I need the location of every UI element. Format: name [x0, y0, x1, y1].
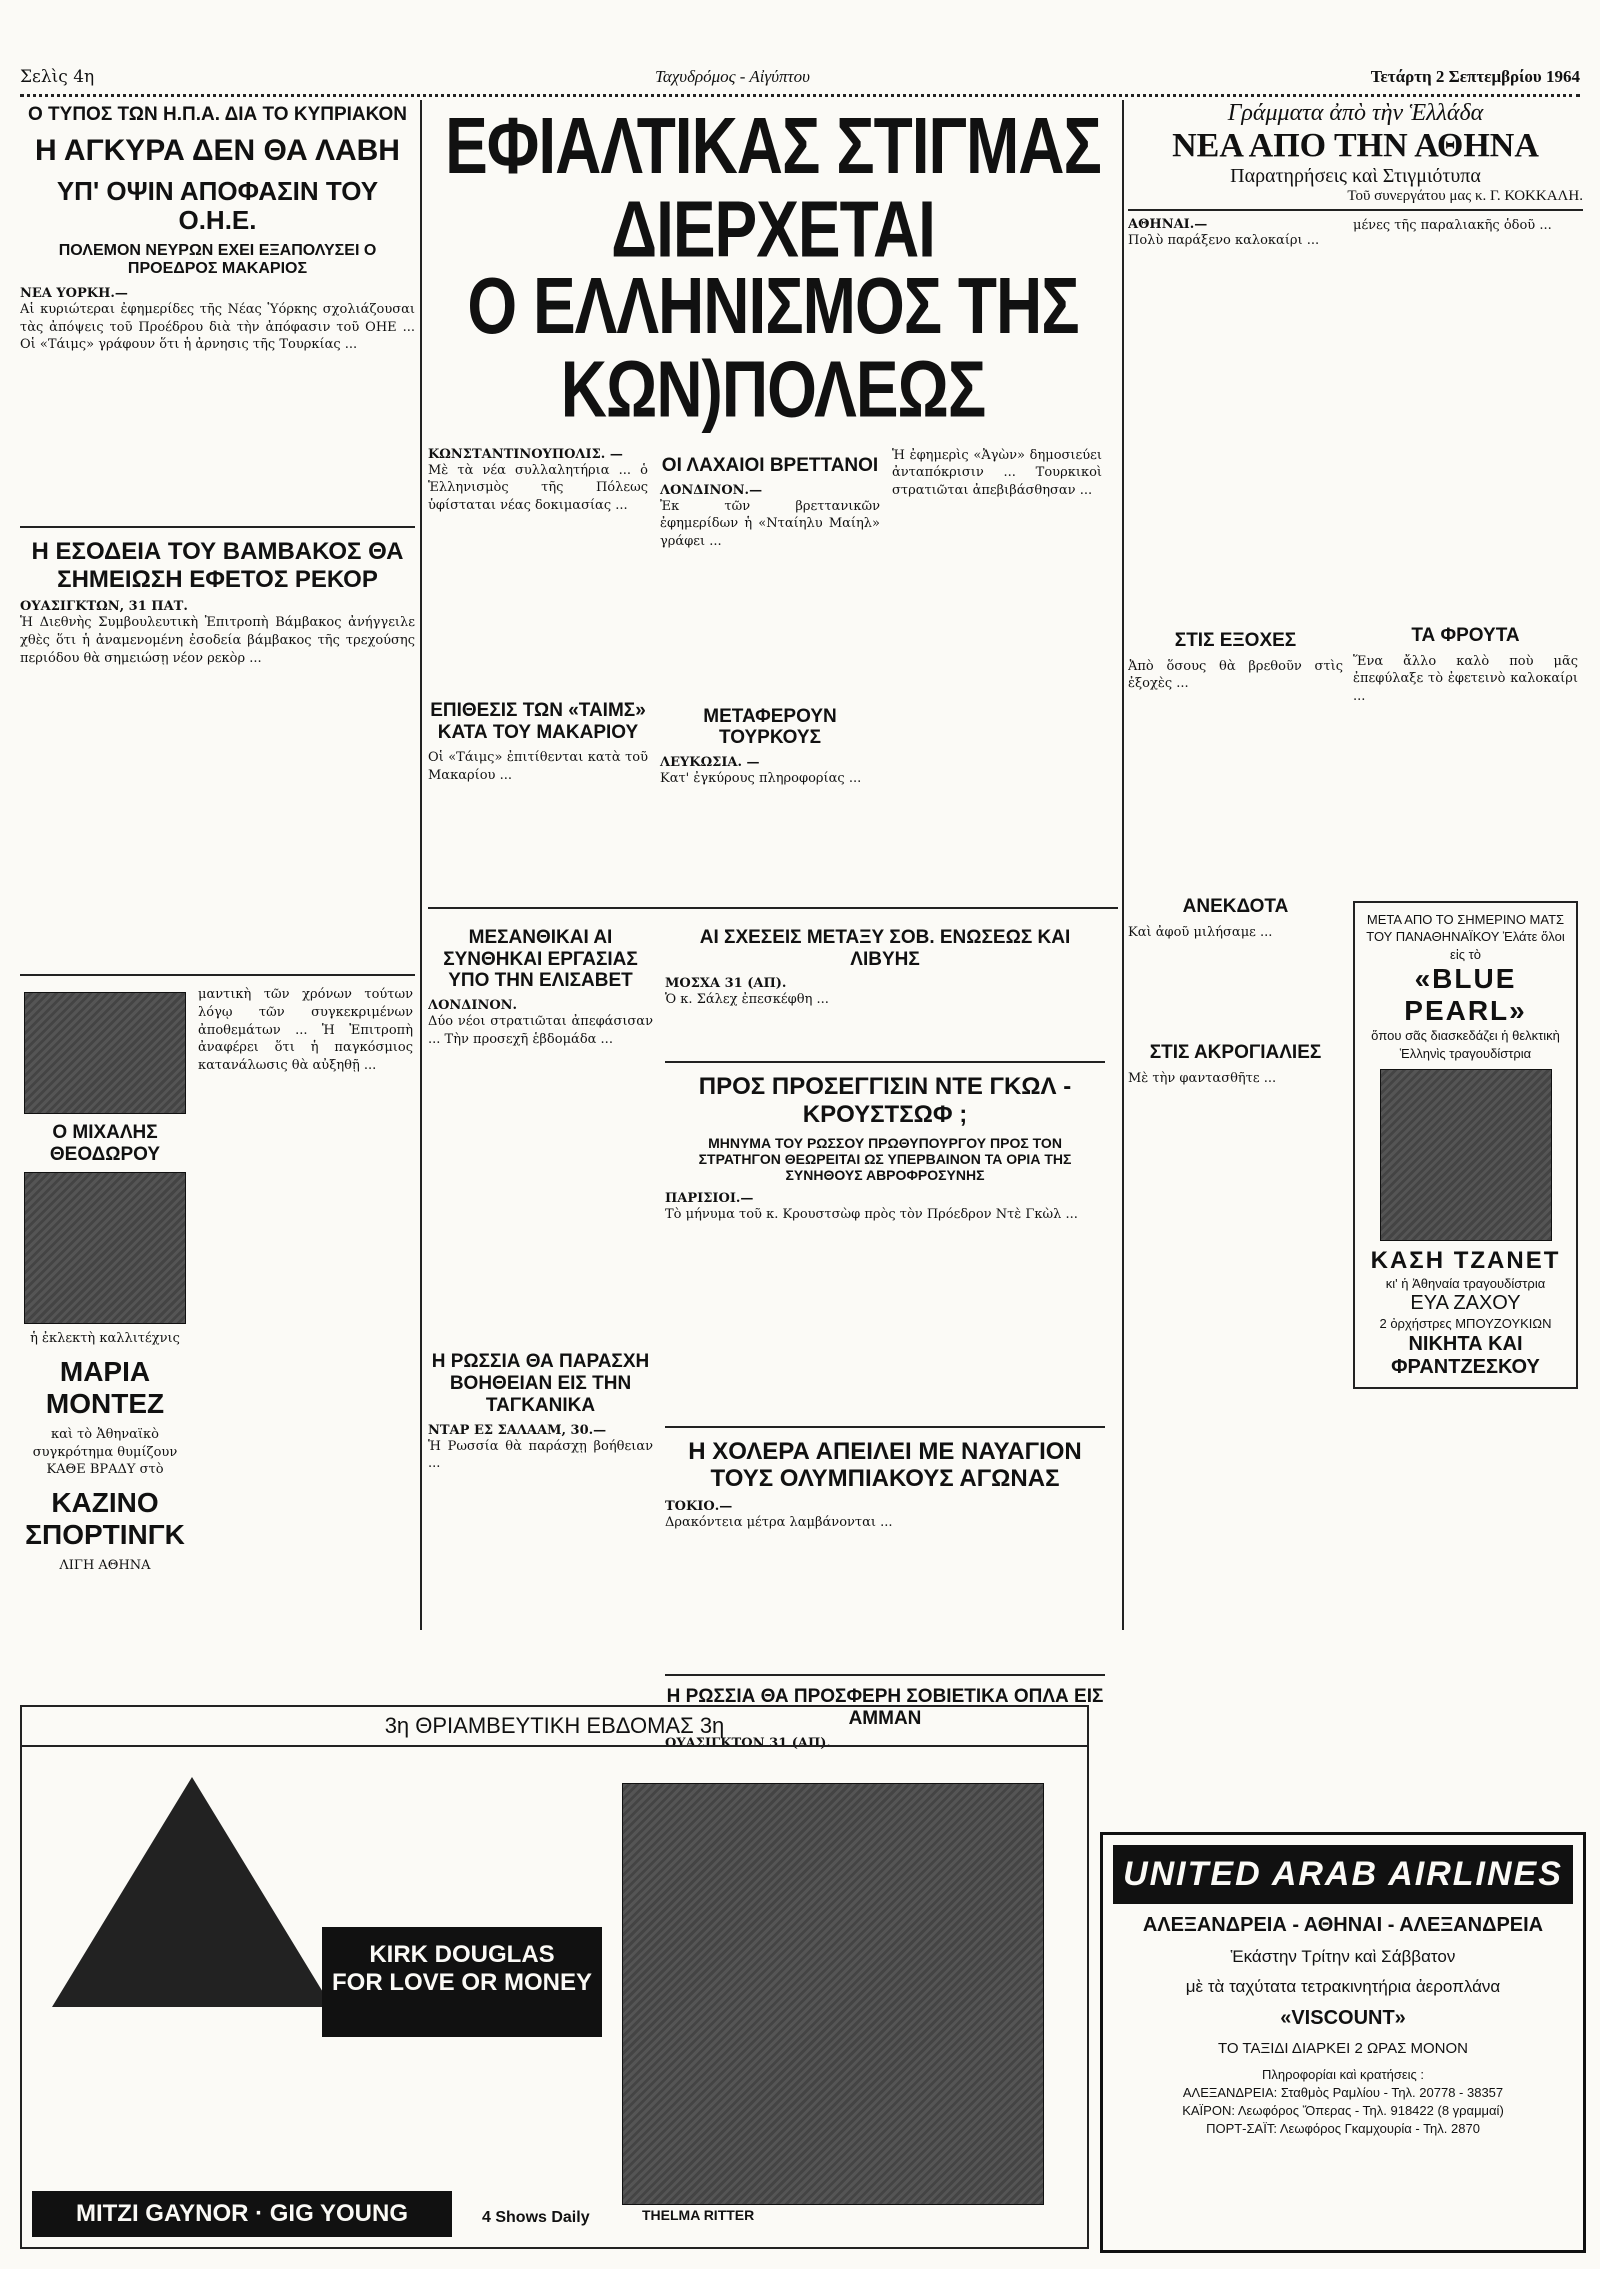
headline: Η ΕΣΟΔΕΙΑ ΤΟΥ ΒΑΜΒΑΚΟΣ ΘΑ ΣΗΜΕΙΩΣΗ ΕΦΕΤΟΣ ΡΕΚΟΡ [31, 538, 404, 593]
dateline: ΝΕΑ ΥΟΡΚΗ.— [20, 286, 128, 302]
dateline: ΝΤΑΡ ΕΣ ΣΑΛΑΑΜ, 30.— [428, 1422, 607, 1438]
dateline: ΟΥΑΣΙΓΚΤΩΝ 31 (ΑΠ). [665, 1735, 831, 1751]
article-body: Ἡ Διεθνὴς Συμβουλευτικὴ Ἐπιτροπὴ Βάμβακος ἀνήγγειλε χθὲς ὅτι ἡ ἀναμενομένη ἐσοδεία βάμβακος τῆς τρεχούσης περιόδου θὰ σημειώσῃ νέον ρεκὸρ ... [20, 615, 415, 666]
headline: Η ΡΩΣΣΙΑ ΘΑ ΠΑΡΑΣΧΗ ΒΟΗΘΕΙΑΝ ΕΙΣ ΤΗΝ ΤΑΓΚΑΝΙΚΑ [431, 1351, 650, 1416]
ad-text: ὅπου σᾶς διασκεδάζει ἡ θελκτικὴ Ἑλληνὶς τραγουδίστρια [1371, 1028, 1560, 1062]
movie-cast: THELMA RITTER [642, 2207, 755, 2223]
ad-name: «BLUE PEARL» [1404, 963, 1527, 1027]
article-body: Δρακόντεια μέτρα λαμβάνονται ... [665, 1514, 893, 1530]
column-rule [420, 100, 422, 1630]
dateline: ΛΟΝΔΙΝΟΝ. [428, 998, 518, 1014]
column-center [428, 100, 1118, 1751]
dateline: ΛΟΝΔΙΝΟΝ.— [660, 482, 763, 498]
ads-row [20, 986, 415, 1746]
airline-address: ΚΑΪΡΟΝ: Λεωφόρος Ὄπερας - Τηλ. 918422 (8 γραμμαί) [1182, 2103, 1504, 2118]
article-body: Τὸ μήνυμα τοῦ κ. Κρουστσὼφ πρὸς τὸν Πρόεδρον Ντὲ Γκὼλ ... [665, 1206, 1078, 1222]
movie-ad [20, 1705, 1089, 2249]
column-right [1128, 100, 1583, 1397]
airline-ad [1100, 1832, 1586, 2253]
article-body: Κατ' ἐγκύρους πληροφορίας ... [660, 771, 862, 787]
dateline: ΠΑΡΙΣΙΟΙ.— [665, 1190, 754, 1206]
section-head: ΣΤΙΣ ΕΞΟΧΕΣ [1174, 630, 1297, 651]
divider [20, 974, 415, 976]
ad-text: κι' ἡ Ἀθηναία τραγουδίστρια [1385, 1275, 1546, 1291]
main-headline: Ο ΕΛΛΗΝΙΣΜΟΣ ΤΗΣ ΚΩΝ)ΠΟΛΕΩΣ [467, 260, 1079, 435]
athens-column-head [1128, 100, 1583, 211]
dateline: ΚΩΝΣΤΑΝΤΙΝΟΥΠΟΛΙΣ. — [428, 446, 623, 462]
airline-info: Πληροφορίαι καὶ κρατήσεις : [1261, 2067, 1425, 2082]
article [1128, 217, 1343, 1397]
article [428, 919, 653, 1751]
singer-photo [24, 1172, 186, 1324]
article [428, 447, 648, 897]
article-body: Πολὺ παράξενο καλοκαίρι ... [1128, 233, 1320, 248]
singer-photo [1380, 1069, 1552, 1241]
movie-title-box [322, 1927, 602, 2037]
kicker: Ο ΤΥΠΟΣ ΤΩΝ Η.Π.Α. ΔΙΑ ΤΟ ΚΥΠΡΙΑΚΟΝ [28, 104, 407, 125]
article [892, 447, 1102, 897]
poster-triangle [52, 1777, 332, 2007]
dateline: ΜΟΣΧΑ 31 (ΑΠ). [665, 976, 787, 992]
dateline: ΛΕΥΚΩΣΙΑ. — [660, 755, 760, 771]
article-body: Ἡ ἐφημερὶς «Ἀγὼν» δημοσιεύει ἀνταπόκρισιν ... Τουρκικοὶ στρατιῶται ἀπεβιβάσθησαν ... [892, 447, 1102, 498]
headline: ΑΙ ΣΧΕΣΕΙΣ ΜΕΤΑΞΥ ΣΟΒ. ΕΝΩΣΕΩΣ ΚΑΙ ΛΙΒΥΗΣ [699, 926, 1071, 970]
ad-intro: ΜΕΤΑ ΑΠΟ ΤΟ ΣΗΜΕΡΙΝΟ ΜΑΤΣ ΤΟΥ ΠΑΝΑΘΗΝΑΪΚΟΥ Ἐλάτε ὅλοι εἰς τὸ [1366, 911, 1565, 962]
singer-photo [24, 992, 186, 1114]
article-body: Αἱ κυριώτεραι ἐφημερίδες τῆς Νέας Ὑόρκης σχολιάζουσαι τὰς ἀπόψεις τοῦ Προέδρου διὰ τὴν ἀπόφασιν τοῦ ΟΗΕ ... Οἱ «Τάιμς» γράφουν ὅτι ἡ ἀρνησις τῆς Τουρκίας ... [20, 302, 415, 353]
article-body: Ἀπὸ ὅσους θὰ βρεθοῦν στὶς ἐξοχὲς ... [1128, 658, 1343, 692]
center-top-row [428, 447, 1118, 897]
ad-name: Ο ΜΙΧΑΛΗΣ ΘΕΟΔΩΡΟΥ [49, 1122, 161, 1166]
article-body: μαντικὴ τῶν χρόνων τούτων λόγῳ τῶν συγκεκριμένων ἀποθεμάτων ... Ἡ Ἐπιτροπὴ ἀναφέρει ὅτι ἡ παγκόσμιος κατανάλωσις θὰ αὐξηθῇ ... [198, 987, 413, 1073]
page-number: Σελὶς 4η [20, 67, 95, 87]
article-body: Ἐκ τῶν βρεττανικῶν ἐφημερίδων ἡ «Νταίηλυ Μαίηλ» γράφει ... [660, 498, 880, 549]
subheadline: ΜΗΝΥΜΑ ΤΟΥ ΡΩΣΣΟΥ ΠΡΩΘΥΠΟΥΡΓΟΥ ΠΡΟΣ ΤΟΝ ΣΤΡΑΤΗΓΟΝ ΘΕΩΡΕΙΤΑΙ ΩΣ ΥΠΕΡΒΑΙΝΟΝ ΤΑ ΟΡΙΑ ΤΗΣ ΣΥΝΗΘΟΥΣ ΑΒΡΟΦΡΟΣΥΝΗΣ [698, 1134, 1072, 1183]
article [660, 447, 880, 897]
article-body: Ἡ Ρωσσία θὰ παράσχῃ βοήθειαν ... [428, 1438, 653, 1472]
dateline: ΤΟΚΙΟ.— [665, 1498, 733, 1514]
article-body: Δύο νέοι στρατιῶται ἀπεφάσισαν ... Τὴν προσεχῆ ἑβδομάδα ... [428, 1014, 653, 1047]
column-rule [1122, 100, 1124, 1630]
kicker: Γράμματα ἀπὸ τὴν Ἑλλάδα [1227, 100, 1484, 126]
article-body: Μὲ τὰ νέα συλλαλητήρια ... ὁ Ἑλληνισμὸς τῆς Πόλεως ὑφίσταται νέας δοκιμασίας ... [428, 462, 648, 513]
divider [665, 1061, 1105, 1063]
main-headline: ΕΦΙΑΛΤΙΚΑΣ ΣΤΙΓΜΑΣ ΔΙΕΡΧΕΤΑΙ [445, 100, 1101, 275]
ad-blue-pearl [1353, 901, 1578, 1389]
subheadline: ΠΟΛΕΜΟΝ ΝΕΥΡΩΝ ΕΧΕΙ ΕΞΑΠΟΛΥΣΕΙ Ο ΠΡΟΕΔΡΟΣ ΜΑΚΑΡΙΟΣ [58, 242, 377, 278]
ad-text: ΝΙΚΗΤΑ ΚΑΙ ΦΡΑΝΤΖΕΣΚΟΥ [1391, 1332, 1540, 1378]
article-body: Καὶ ἀφοῦ μιλήσαμε ... [1128, 924, 1273, 940]
airline-plane: μὲ τὰ ταχύτατα τετρακινητήρια ἀεροπλάνα [1185, 1977, 1501, 1996]
headline: ΟΙ ΛΑΧΑΙΟΙ ΒΡΕΤΤΑΝΟΙ [661, 454, 879, 476]
section-head: ΑΝΕΚΔΟΤΑ [1182, 895, 1289, 917]
subheadline: Παρατηρήσεις καὶ Στιγμιότυπα [1230, 165, 1481, 187]
airline-model: «VISCOUNT» [1280, 2007, 1406, 2029]
airline-address: ΠΟΡΤ-ΣΑΪΤ: Λεωφόρος Γκαμχουρία - Τηλ. 2870 [1206, 2121, 1480, 2136]
movie-star: KIRK DOUGLAS [369, 1941, 555, 1968]
headline: Η ΡΩΣΣΙΑ ΘΑ ΠΡΟΣΦΕΡΗ ΣΟΒΙΕΤΙΚΑ ΟΠΛΑ ΕΙΣ ΑΜΜΑΝ [666, 1685, 1104, 1729]
article-body: Ὁ κ. Σάλεχ ἐπεσκέφθη ... [665, 992, 829, 1008]
article-body: μένες τῆς παραλιακῆς ὁδοῦ ... [1353, 218, 1552, 233]
movie-title: FOR LOVE OR MONEY [331, 1969, 592, 1996]
article-body: Μὲ τὴν φαντασθῆτε ... [1128, 1070, 1277, 1086]
divider [665, 1426, 1105, 1428]
athens-row [1128, 217, 1583, 1397]
movie-banner: 3η ΘΡΙΑΜΒΕΥΤΙΚΗ ΕΒΔΟΜΑΣ 3η [22, 1707, 1087, 1747]
ad-text: 2 ὀρχήστρες ΜΠΟΥΖΟΥΚΙΩΝ [1379, 1316, 1552, 1332]
article-body: Ἕνα ἄλλο καλὸ ποὺ μᾶς ἐπεφύλαξε τὸ ἐφετεινὸ καλοκαίρι ... [1353, 653, 1578, 704]
headline: ΜΕΣΑΝΘΙΚΑΙ ΑΙ ΣΥΝΘΗΚΑΙ ΕΡΓΑΣΙΑΣ ΥΠΟ ΤΗΝ ΕΛΙΣΑΒΕΤ [443, 926, 638, 992]
headline: ΜΕΤΑΦΕΡΟΥΝ ΤΟΥΡΚΟΥΣ [703, 705, 837, 749]
section-head: ΤΑ ΦΡΟΥΤΑ [1411, 625, 1520, 646]
center-mid-row [428, 919, 1118, 1751]
ad-name: ΜΑΡΙΑ ΜΟΝΤΕΖ [45, 1355, 165, 1419]
movie-shows: 4 Shows Daily [482, 2209, 590, 2226]
dateline: ΑΘΗΝΑΙ.— [1128, 217, 1208, 232]
column-left [20, 100, 415, 1746]
ad-intro: ἡ ἐκλεκτὴ καλλιτέχνις [30, 1331, 180, 1347]
paper-name: Ταχυδρόμος - Αἰγύπτου [654, 67, 810, 86]
airline-route: ΑΛΕΞΑΝΔΡΕΙΑ - ΑΘΗΝΑΙ - ΑΛΕΞΑΝΔΡΕΙΑ [1142, 1914, 1544, 1936]
divider [665, 1674, 1105, 1676]
airline-duration: ΤΟ ΤΑΞΙΔΙ ΔΙΑΡΚΕΙ 2 ΩΡΑΣ ΜΟΝΟΝ [1217, 2040, 1469, 2057]
divider [428, 907, 1118, 909]
ad-michalis [20, 986, 190, 1746]
headline: ΕΠΙΘΕΣΙΣ ΤΩΝ «ΤΑΙΜΣ» ΚΑΤΑ ΤΟΥ ΜΑΚΑΡΙΟΥ [430, 699, 646, 743]
dateline: ΟΥΑΣΙΓΚΤΩΝ, 31 ΠΑΤ. [20, 599, 188, 615]
ad-venue: ΚΑΖΙΝΟ ΣΠΟΡΤΙΝΓΚ [25, 1486, 185, 1550]
airline-days: Ἑκάστην Τρίτην καὶ Σάββατον [1230, 1947, 1456, 1966]
airline-address: ΑΛΕΞΑΝΔΡΕΙΑ: Σταθμὸς Ραμλίου - Τηλ. 20778 - 38357 [1182, 2085, 1504, 2100]
divider [20, 526, 415, 528]
issue-date: Τετάρτη 2 Σεπτεμβρίου 1964 [1370, 67, 1580, 86]
ad-venue-sub: ΛΙΓΗ ΑΘΗΝΑ [59, 1558, 151, 1574]
masthead [20, 60, 1580, 97]
ad-text: ΕΥΑ ΖΑΧΟΥ [1410, 1292, 1521, 1315]
airline-logo: UNITED ARAB AIRLINES [1113, 1845, 1573, 1904]
headline: Η ΑΓΚΥΡΑ ΔΕΝ ΘΑ ΛΑΒΗ [35, 134, 400, 167]
ad-text: καὶ τὸ Ἀθηναϊκὸ συγκρότημα θυμίζουν ΚΑΘΕ ΒΡΑΔΥ στὸ [32, 1427, 178, 1478]
movie-photo [622, 1783, 1044, 2205]
article-body: Οἱ «Τάιμς» ἐπιτίθενται κατὰ τοῦ Μακαρίου ... [428, 750, 648, 783]
headline: Η ΧΟΛΕΡΑ ΑΠΕΙΛΕΙ ΜΕ ΝΑΥΑΓΙΟΝ ΤΟΥΣ ΟΛΥΜΠΙΑΚΟΥΣ ΑΓΩΝΑΣ [688, 1437, 1082, 1493]
article-group [665, 919, 1105, 1751]
headline: ΠΡΟΣ ΠΡΟΣΕΓΓΙΣΙΝ ΝΤΕ ΓΚΩΛ - ΚΡΟΥΣΤΣΩΦ ; [698, 1073, 1072, 1129]
article [1353, 217, 1578, 1397]
movie-cast: MITZI GAYNOR · GIG YOUNG [32, 2191, 452, 2237]
section-head: ΣΤΙΣ ΑΚΡΟΓΙΑΛΙΕΣ [1149, 1041, 1322, 1063]
ad-name: ΚΑΣΗ ΤΖΑΝΕΤ [1370, 1246, 1561, 1274]
headline: ΝΕΑ ΑΠΟ ΤΗΝ ΑΘΗΝΑ [1172, 127, 1539, 164]
byline: Τοῦ συνεργάτου μας κ. Γ. ΚΟΚΚΑΛΗ. [1128, 188, 1583, 211]
headline: ΥΠ' ΟΨΙΝ ΑΠΟΦΑΣΙΝ ΤΟΥ Ο.Η.Ε. [56, 175, 379, 236]
